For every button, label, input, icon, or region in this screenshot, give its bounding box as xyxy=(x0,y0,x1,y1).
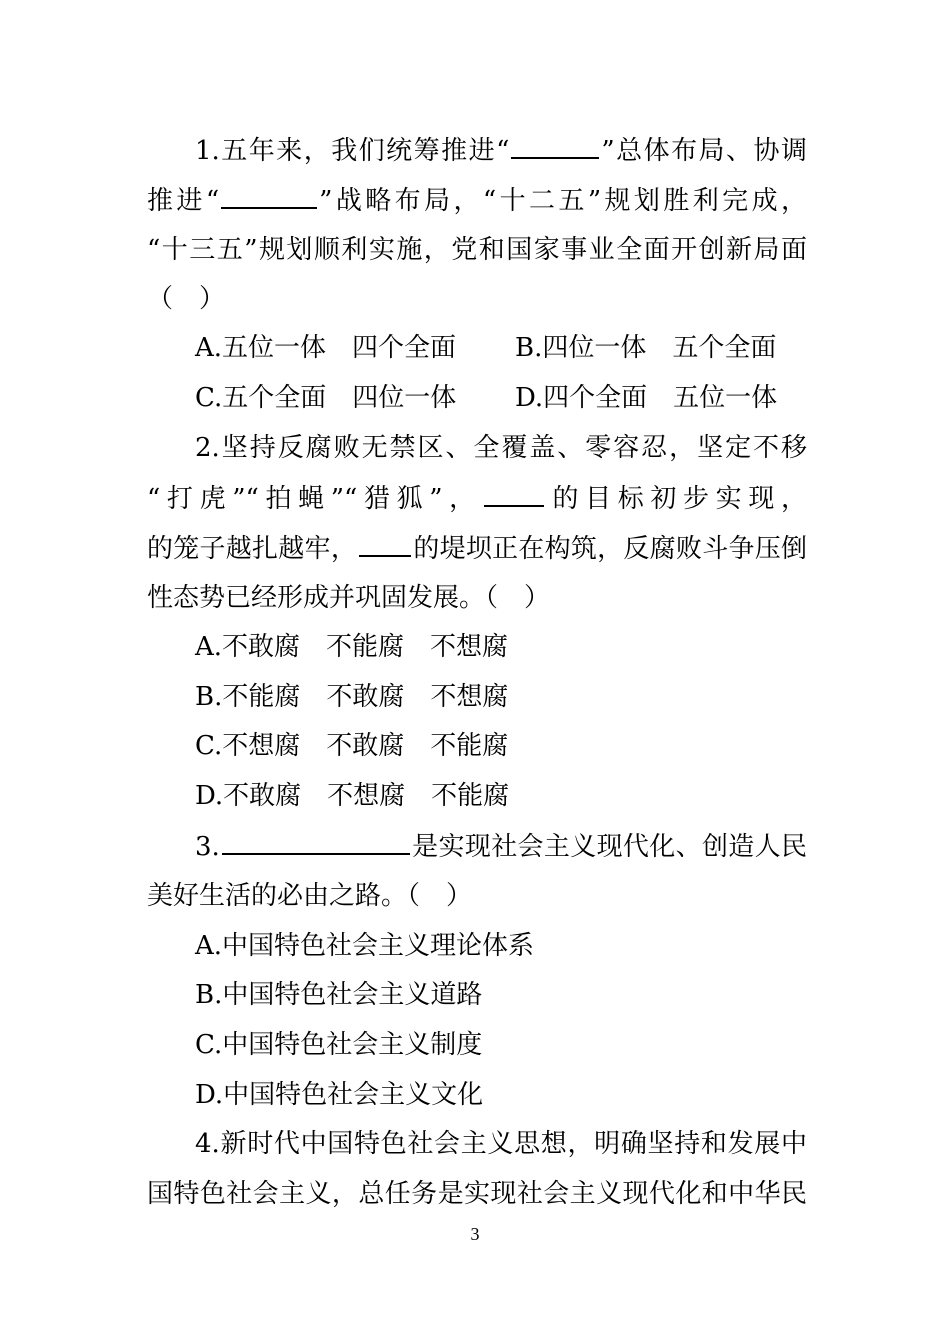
q1-option-d: D.四个全面 五位一体 xyxy=(515,383,778,413)
q1-line-3: “十三五”规划顺利实施，党和国家事业全面开创新局面 xyxy=(147,235,807,265)
q2-line-4: 性态势已经形成并巩固发展。（ ） xyxy=(147,583,551,613)
q1-option-c: C.五个全面 四位一体 xyxy=(195,383,457,413)
q2-text: 的目标初步实现， xyxy=(545,484,807,514)
q1-blank-2 xyxy=(221,180,317,209)
q2-blank-2 xyxy=(359,528,411,557)
q2-text: “打虎”“拍蝇”“猎狐”， xyxy=(147,484,482,514)
q3-line-1 xyxy=(195,826,807,866)
q2-line-1 xyxy=(195,428,807,468)
q1-option-b: B.四位一体 五个全面 xyxy=(515,333,777,363)
q4-line-2: 国特色社会主义，总任务是实现社会主义现代化和中华民 xyxy=(147,1179,807,1209)
q1-number: 1. xyxy=(195,136,220,166)
q1-answer-paren: （ ） xyxy=(147,284,226,314)
q4-line-1 xyxy=(195,1124,807,1164)
q3-line-2: 美好生活的必由之路。（ ） xyxy=(147,881,473,911)
q1-options-row-1 xyxy=(195,328,807,368)
page-number: 3 xyxy=(470,1224,480,1244)
q3-option-a: A.中国特色社会主义理论体系 xyxy=(195,931,535,961)
q2-text: 的笼子越扎越牢， xyxy=(147,534,358,564)
q2-line-3 xyxy=(147,528,807,568)
q3-text: 是实现社会主义现代化、创造人民 xyxy=(411,832,807,862)
q1-text: 推进“ xyxy=(147,186,220,216)
q2-blank-1 xyxy=(484,478,544,507)
q1-line-2 xyxy=(147,180,807,220)
q4-number: 4. xyxy=(195,1129,220,1159)
q1-options-row-2 xyxy=(195,378,807,418)
q2-text: 的堤坝正在构筑，反腐败斗争压倒 xyxy=(413,534,807,564)
q3-option-d: D.中国特色社会主义文化 xyxy=(195,1080,484,1110)
q1-option-a: A.五位一体 四个全面 xyxy=(195,333,457,363)
q2-number: 2. xyxy=(195,433,220,463)
q3-number: 3. xyxy=(195,832,220,862)
q1-text: ”战略布局，“十二五”规划胜利完成， xyxy=(319,186,807,216)
q3-blank xyxy=(222,826,410,855)
q3-option-b: B.中国特色社会主义道路 xyxy=(195,980,483,1010)
q2-line-2 xyxy=(147,478,807,518)
q2-option-b: B.不能腐 不敢腐 不想腐 xyxy=(195,682,509,712)
q1-text: 五年来，我们统筹推进“ xyxy=(219,136,510,166)
q2-option-d: D.不敢腐 不想腐 不能腐 xyxy=(195,781,510,811)
q2-option-c: C.不想腐 不敢腐 不能腐 xyxy=(195,731,509,761)
q1-line-1 xyxy=(195,130,807,170)
q1-text: ”总体布局、协调 xyxy=(601,136,807,166)
q2-text: 坚持反腐败无禁区、全覆盖、零容忍，坚定不移 xyxy=(219,433,807,463)
q3-option-c: C.中国特色社会主义制度 xyxy=(195,1030,483,1060)
q1-blank-1 xyxy=(511,130,599,159)
q4-text: 新时代中国特色社会主义思想，明确坚持和发展中 xyxy=(219,1129,807,1159)
q2-option-a: A.不敢腐 不能腐 不想腐 xyxy=(195,632,509,662)
